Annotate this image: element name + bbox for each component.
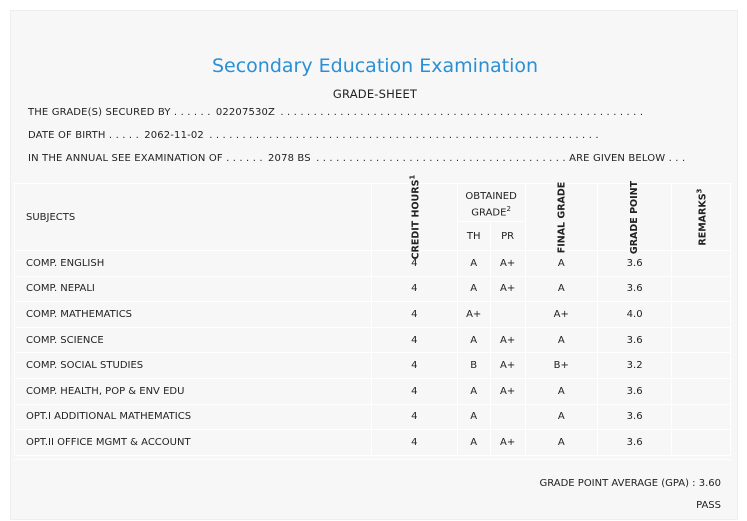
secured-by-line: [28, 107, 643, 118]
pr-grade-cell: [490, 302, 525, 328]
sheet-subtitle: GRADE-SHEET: [332, 87, 418, 101]
credit-hours-cell: 4: [371, 276, 457, 302]
result-status: PASS: [696, 500, 721, 511]
grade-point-cell: 4.0: [598, 302, 672, 328]
grade-point-cell: 3.6: [598, 251, 672, 277]
remarks-cell: [672, 276, 731, 302]
pr-grade-cell: [490, 404, 525, 430]
final-grade-header: FINAL GRADE: [525, 184, 598, 251]
th-grade-cell: A: [457, 430, 490, 456]
final-grade-cell: A: [525, 276, 598, 302]
credit-hours-cell: 4: [371, 302, 457, 328]
th-grade-cell: A: [457, 327, 490, 353]
pr-grade-cell: A+: [490, 251, 525, 277]
remarks-cell: [672, 378, 731, 404]
exam-year: 2078 BS: [268, 153, 311, 164]
subject-cell: COMP. ENGLISH: [15, 251, 372, 277]
remarks-header: REMARKS$^3$: [672, 184, 731, 251]
table-row: [15, 276, 731, 302]
gpa-label: GRADE POINT AVERAGE (GPA) :: [539, 478, 696, 489]
final-grade-cell: A: [525, 404, 598, 430]
summary-box: [14, 459, 731, 521]
exam-label: IN THE ANNUAL SEE EXAMINATION OF . . . . . .: [28, 153, 263, 164]
subjects-header: SUBJECTS: [15, 184, 372, 251]
final-grade-cell: A+: [525, 302, 598, 328]
pr-grade-cell: A+: [490, 353, 525, 379]
page-title: Secondary Education Examination: [211, 55, 539, 77]
exam-line: [28, 153, 685, 164]
gpa-value: 3.60: [698, 478, 721, 489]
remarks-cell: [672, 251, 731, 277]
final-grade-cell: B+: [525, 353, 598, 379]
remarks-cell: [672, 404, 731, 430]
subject-cell: COMP. NEPALI: [15, 276, 372, 302]
grade-point-cell: 3.6: [598, 378, 672, 404]
dob-label: DATE OF BIRTH . . . . .: [28, 130, 139, 141]
grade-point-cell: 3.6: [598, 430, 672, 456]
table-row: [15, 302, 731, 328]
grade-point-cell: 3.2: [598, 353, 672, 379]
secured-by-dots: . . . . . . . . . . . . . . . . . . . . . . . . . . . . . . . . . . . . . . . . . . . . . . . . . . . . . . .: [280, 107, 644, 118]
gpa-line: [539, 478, 721, 489]
th-grade-cell: B: [457, 353, 490, 379]
subject-cell: OPT.I ADDITIONAL MATHEMATICS: [15, 404, 372, 430]
remarks-cell: [672, 353, 731, 379]
remarks-cell: [672, 327, 731, 353]
th-grade-cell: A: [457, 276, 490, 302]
credit-hours-cell: 4: [371, 378, 457, 404]
grade-point-header: GRADE POINT: [598, 184, 672, 251]
secured-by-label: THE GRADE(S) SECURED BY . . . . . .: [28, 107, 211, 118]
pr-grade-cell: A+: [490, 378, 525, 404]
final-grade-cell: A: [525, 430, 598, 456]
th-grade-cell: A: [457, 378, 490, 404]
dob-dots: . . . . . . . . . . . . . . . . . . . . . . . . . . . . . . . . . . . . . . . . . . . . . . . . . . . . . . . . . . .: [209, 130, 599, 141]
subject-cell: COMP. MATHEMATICS: [15, 302, 372, 328]
subject-cell: COMP. SOCIAL STUDIES: [15, 353, 372, 379]
credit-hours-cell: 4: [371, 404, 457, 430]
final-grade-cell: A: [525, 378, 598, 404]
th-header: TH: [457, 222, 490, 251]
pr-grade-cell: A+: [490, 327, 525, 353]
symbol-number: 02207530Z: [215, 107, 275, 118]
credit-hours-cell: 4: [371, 251, 457, 277]
credit-hours-cell: 4: [371, 430, 457, 456]
grade-point-cell: 3.6: [598, 327, 672, 353]
table-row: [15, 251, 731, 277]
grade-sheet: [10, 10, 738, 520]
pr-header: PR: [490, 222, 525, 251]
subject-cell: COMP. SCIENCE: [15, 327, 372, 353]
table-row: [15, 404, 731, 430]
dob-value: 2062-11-02: [144, 130, 204, 141]
table-row: [15, 430, 731, 456]
th-grade-cell: A: [457, 404, 490, 430]
th-grade-cell: A: [457, 251, 490, 277]
table-row: [15, 353, 731, 379]
pr-grade-cell: A+: [490, 430, 525, 456]
grades-table: [14, 174, 731, 456]
remarks-cell: [672, 430, 731, 456]
remarks-cell: [672, 302, 731, 328]
final-grade-cell: A: [525, 327, 598, 353]
th-grade-cell: A+: [457, 302, 490, 328]
credit-hours-cell: 4: [371, 327, 457, 353]
subject-cell: OPT.II OFFICE MGMT & ACCOUNT: [15, 430, 372, 456]
credit-hours-cell: 4: [371, 353, 457, 379]
grade-point-cell: 3.6: [598, 276, 672, 302]
pr-grade-cell: A+: [490, 276, 525, 302]
final-grade-cell: A: [525, 251, 598, 277]
grade-point-cell: 3.6: [598, 404, 672, 430]
table-row: [15, 378, 731, 404]
subject-cell: COMP. HEALTH, POP & ENV EDU: [15, 378, 372, 404]
table-row: [15, 327, 731, 353]
dob-line: [28, 130, 599, 141]
exam-dots: . . . . . . . . . . . . . . . . . . . . . . . . . . . . . . . . . . . . . . ARE GIVEN BELOW . . .: [316, 153, 686, 164]
credit-hours-header: CREDIT HOURS$^1$: [371, 184, 457, 251]
obtained-grade-header: OBTAINED GRADE$^2$: [457, 184, 525, 222]
